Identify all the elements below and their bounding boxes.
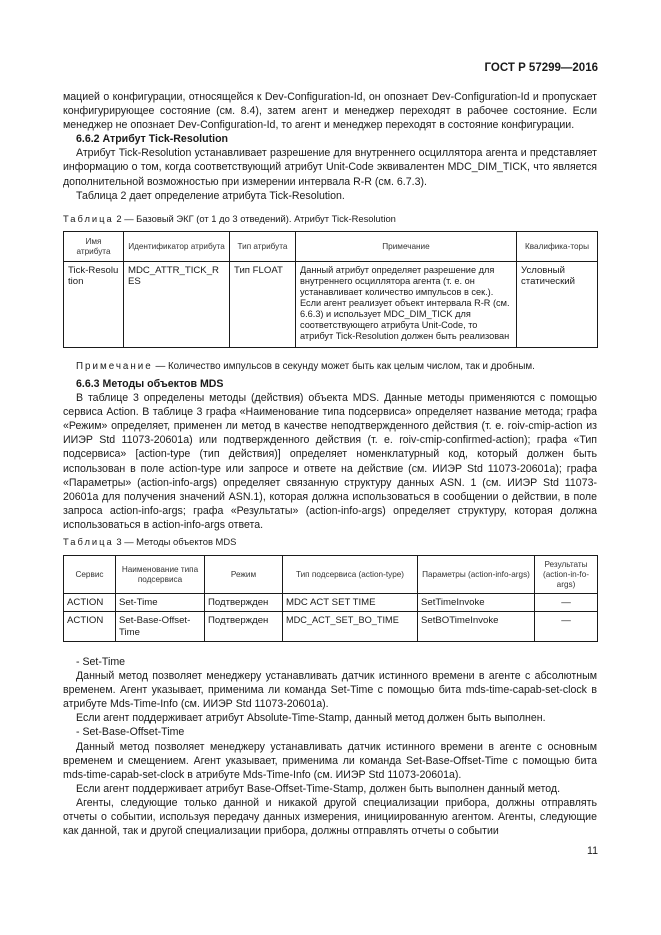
table2-cell-id: MDC_ATTR_TICK_RES	[124, 262, 230, 348]
table2-caption	[63, 212, 597, 226]
event-report-paragraph: Агенты, следующие только данной и никакой другой специализации прибора, должны отправлять отчеты о событии, используя передачу данных измерения, инициированную агентом. Агенты, следующие как данной, так и другой специализации прибора, должны отправлять отчеты о событии	[63, 796, 597, 838]
table2-note-label: Примечание	[76, 361, 153, 372]
set-base-offset-time-paragraph: Данный метод позволяет менеджеру устанавливать датчик истинного времени в агенте с основным временем и смещением. Агент указывает, применима ли команда Set-Base-Offset-Time с помощью бита mds-time-capab-set-clock в атрибуте Mds-Time-Info (см. ИИЭР Std 11073-20601a).	[63, 740, 597, 781]
table3-cell: SetBOTimeInvoke	[418, 612, 535, 641]
table3-caption-text: 3 — Методы объектов MDS	[113, 536, 237, 547]
table3-header-service: Сервис	[64, 556, 116, 594]
set-time-paragraph: Данный метод позволяет менеджеру устанавливать датчик истинного времени в агенте с абсолютным временем. Агент указывает, применима ли команда Set-Time с помощью бита mds-time-capab-set-clock в атрибуте Mds-Time-Info (см. ИИЭР Std 11073-20601a).	[63, 670, 597, 711]
table3	[63, 555, 598, 642]
methods-description-block	[63, 655, 597, 838]
table3-header-parameters: Параметры (action-info-args)	[418, 556, 535, 594]
set-time-condition-paragraph: Если агент поддерживает атрибут Absolute-Time-Stamp, данный метод должен быть выполнен.	[76, 712, 546, 725]
table2-note-text: — Количество импульсов в секунду может быть как целым числом, так и дробным.	[152, 361, 535, 372]
table2-block	[63, 212, 597, 348]
table3-cell: Set-Time	[116, 594, 205, 612]
table2-header-type: Тип атрибута	[230, 232, 296, 262]
table3-cell: SetTimeInvoke	[418, 594, 535, 612]
section-heading-6-6-3: 6.6.3 Методы объектов MDS	[76, 378, 224, 390]
table2-header-qualifiers: Квалифика-торы	[517, 232, 598, 262]
table2-header-id: Идентификатор атрибута	[124, 232, 230, 262]
table-row	[64, 594, 598, 612]
table2-caption-text: 2 — Базовый ЭКГ (от 1 до 3 отведений). Атрибут Tick-Resolution	[113, 213, 396, 224]
intro-block	[63, 90, 597, 203]
table2-note-block	[63, 360, 597, 374]
table2-note	[63, 360, 597, 374]
standard-header: ГОСТ Р 57299—2016	[484, 62, 598, 74]
mds-methods-paragraph: В таблице 3 определены методы (действия) объекта MDS. Данные методы применяются с помощью сервиса Action. В таблице 3 графа «Наименование типа подсервиса» определяет название метода; графа «Режим» определяет, применен ли метод в качестве неподтвержденного действия (т. е. roiv-cmip-action из ИИЭР Std 11073-20601a) или подтвержденного действия (т. е. roiv-cmip-confirmed-action); графа «Тип подсервиса» [action-type (тип действия)] определяет номенклатурный код, который должен быть использован в поле action-type или запросе и ответе на действие (см. ИИЭР Std 11073-20601a); графа «Параметры» (action-info-args) определяет связанную структуру данных ASN. 1 (см. ИИЭР Std 11073-20601a для получения значений ASN.1), которая должна использоваться в сообщении о действии, в поле запроса action-info-args; графа «Результаты» (action-info-args) определяет структуру, которая должна использоваться в action-info-args ответа.	[63, 392, 597, 531]
table3-cell: Подтвержден	[205, 612, 283, 641]
table3-cell: Set-Base-Offset-Time	[116, 612, 205, 641]
table2-header-row	[64, 232, 598, 262]
set-base-offset-time-item: - Set-Base-Offset-Time	[76, 726, 185, 739]
set-time-item: - Set-Time	[76, 656, 126, 668]
base-offset-condition-paragraph: Если агент поддерживает атрибут Base-Offset-Time-Stamp, должен быть выполнен данный метод.	[76, 782, 561, 795]
table3-cell: ACTION	[64, 594, 116, 612]
table3-cell: ACTION	[64, 612, 116, 641]
table3-cell: MDC ACT SET TIME	[283, 594, 418, 612]
table3-header-action-type: Тип подсервиса (action-type)	[283, 556, 418, 594]
table3-cell: Подтвержден	[205, 594, 283, 612]
table2-header-note: Примечание	[296, 232, 517, 262]
page-number: 11	[587, 845, 598, 857]
table2-header-name: Имя атрибута	[64, 232, 124, 262]
tick-resolution-paragraph: Атрибут Tick-Resolution устанавливает разрешение для внутреннего осциллятора агента и представляет информацию о том, когда соответствующий атрибут Unit-Code эквивалентен MDC_DIM_TICK, что является дополнительной возможностью при измерении интервала R-R (см. 6.7.3).	[63, 147, 597, 188]
table2-cell-type: Тип FLOAT	[230, 262, 296, 348]
intro-paragraph: мацией о конфигурации, относящейся к Dev-Configuration-Id, он опознает Dev-Configuration-Id и пропускает конфигурирующее состояние (см. 8.4), затем агент и менеджер переходят в рабочее состояние. Если менеджер не опознает Dev-Configuration-Id, то агент и менеджер переходят в состояние конфигурации.	[63, 91, 597, 132]
table3-block	[63, 535, 597, 642]
table2-cell-note: Данный атрибут определяет разрешение для внутреннего осциллятора агента (т. е. он устанавливает количество импульсов в сек.). Если агент реализует объект интервала R-R (см. 6.6.3) и использует MDC_DIM_TICK для соответствующего атрибута Unit-Code, то атрибут Tick-Resolution должен быть реализован	[296, 262, 517, 348]
table2-cell-qualifiers: Условный статический	[517, 262, 598, 348]
table3-cell: MDC_ACT_SET_BO_TIME	[283, 612, 418, 641]
table3-caption-prefix: Таблица	[63, 536, 114, 547]
table2-caption-prefix: Таблица	[63, 213, 114, 224]
table2-reference-paragraph: Таблица 2 дает определение атрибута Tick-Resolution.	[76, 189, 345, 202]
table2	[63, 231, 598, 348]
table3-header-mode: Режим	[205, 556, 283, 594]
table3-cell: —	[535, 594, 598, 612]
table3-header-subservice-name: Наименование типа подсервиса	[116, 556, 205, 594]
table3-header-row	[64, 556, 598, 594]
table2-cell-name: Tick-Resolution	[64, 262, 124, 348]
section-6-6-3-block	[63, 377, 597, 532]
table-row	[64, 262, 598, 348]
section-heading-6-6-2: 6.6.2 Атрибут Tick-Resolution	[76, 133, 229, 146]
table3-cell: —	[535, 612, 598, 641]
table3-caption	[63, 535, 597, 549]
table3-header-results: Результаты (action-in-fo-args)	[535, 556, 598, 594]
table-row	[64, 612, 598, 641]
